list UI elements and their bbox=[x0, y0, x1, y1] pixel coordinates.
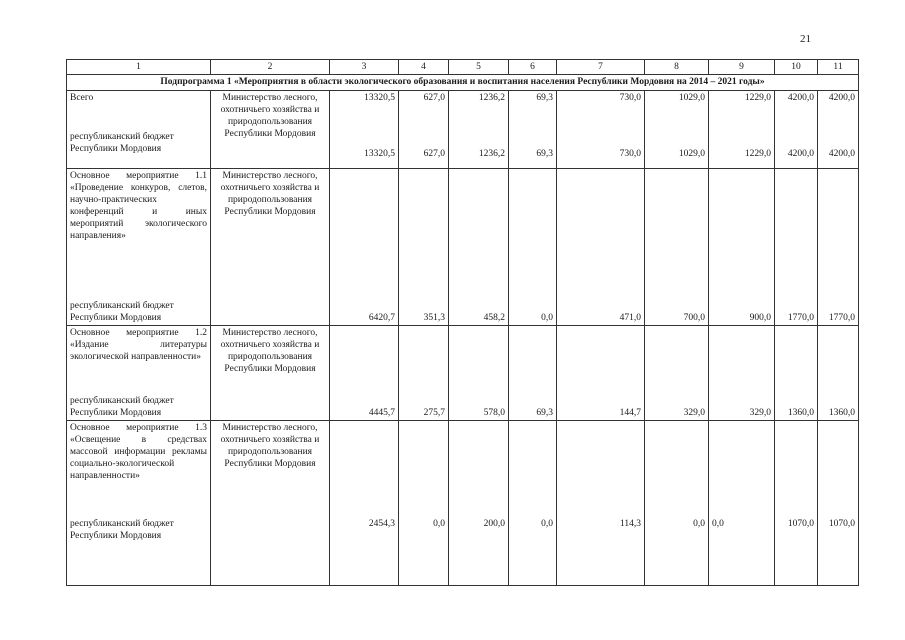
value-total: 69,3 bbox=[536, 93, 553, 103]
value-budget: 13320,5 bbox=[364, 149, 395, 159]
responsible-executor: Министерство лесного, охотничьего хозяйства и природопользования Республики Мордовия bbox=[211, 169, 330, 326]
table-row-measure-1-2 bbox=[67, 326, 859, 421]
row-budget-label: республиканский бюджет Республики Мордовия bbox=[70, 301, 174, 323]
table-row-measure-1-3 bbox=[67, 421, 859, 586]
value-cell bbox=[509, 326, 557, 421]
column-number: 7 bbox=[557, 60, 645, 75]
column-number: 1 bbox=[67, 60, 211, 75]
column-number: 9 bbox=[709, 60, 775, 75]
row-label: Основное мероприятие 1.1 «Проведение конкуров, слетов, научно-практических конференций и иных мероприятий экологического направления» bbox=[70, 171, 207, 241]
value-budget: 578,0 bbox=[483, 408, 505, 418]
row-label: Основное мероприятие 1.3 «Освещение в средствах массовой информации рекламы социально-экологической направленности» bbox=[70, 423, 207, 481]
value-budget: 69,3 bbox=[536, 408, 553, 418]
row-budget-label: республиканский бюджет Республики Мордовия bbox=[70, 396, 174, 418]
value-cell bbox=[399, 326, 449, 421]
value-budget: 4200,0 bbox=[828, 149, 855, 159]
responsible-executor: Министерство лесного, охотничьего хозяйства и природопользования Республики Мордовия bbox=[211, 91, 330, 169]
value-budget: 6420,7 bbox=[368, 313, 395, 323]
value-budget: 329,0 bbox=[683, 408, 705, 418]
value-cell bbox=[330, 169, 399, 326]
value-budget: 1770,0 bbox=[828, 313, 855, 323]
value-cell bbox=[399, 421, 449, 586]
value-cell bbox=[509, 421, 557, 586]
value-cell bbox=[709, 91, 775, 169]
value-budget: 627,0 bbox=[423, 149, 445, 159]
value-cell bbox=[775, 326, 818, 421]
row-budget-label: республиканский бюджет Республики Мордовия bbox=[70, 132, 174, 154]
value-budget: 200,0 bbox=[483, 519, 505, 529]
value-cell bbox=[775, 91, 818, 169]
value-budget: 351,3 bbox=[423, 313, 445, 323]
value-budget: 0,0 bbox=[693, 519, 705, 529]
table-row-measure-1-1 bbox=[67, 169, 859, 326]
row-label-cell bbox=[67, 326, 211, 421]
value-budget: 114,3 bbox=[619, 519, 641, 529]
value-total: 13320,5 bbox=[364, 93, 395, 103]
value-total: 730,0 bbox=[619, 93, 641, 103]
page-number: 21 bbox=[800, 33, 811, 45]
value-budget: 0,0 bbox=[541, 519, 553, 529]
column-number: 8 bbox=[645, 60, 709, 75]
value-total: 4200,0 bbox=[828, 93, 855, 103]
responsible-executor: Министерство лесного, охотничьего хозяйства и природопользования Республики Мордовия bbox=[211, 326, 330, 421]
value-cell bbox=[557, 169, 645, 326]
column-number: 2 bbox=[211, 60, 330, 75]
value-cell bbox=[818, 326, 859, 421]
value-budget: 329,0 bbox=[749, 408, 771, 418]
value-budget: 1029,0 bbox=[678, 149, 705, 159]
value-budget: 471,0 bbox=[619, 313, 641, 323]
value-budget: 700,0 bbox=[683, 313, 705, 323]
row-label: Всего bbox=[70, 93, 94, 103]
value-cell bbox=[645, 421, 709, 586]
value-budget: 1236,2 bbox=[478, 149, 505, 159]
responsible-executor: Министерство лесного, охотничьего хозяйства и природопользования Республики Мордовия bbox=[211, 421, 330, 586]
value-cell bbox=[449, 421, 509, 586]
value-cell bbox=[775, 169, 818, 326]
value-budget: 69,3 bbox=[536, 149, 553, 159]
value-budget: 1360,0 bbox=[787, 408, 814, 418]
value-budget: 2454,3 bbox=[368, 519, 395, 529]
value-budget: 1070,0 bbox=[828, 519, 855, 529]
value-budget: 4200,0 bbox=[787, 149, 814, 159]
column-number: 4 bbox=[399, 60, 449, 75]
value-budget: 1229,0 bbox=[744, 149, 771, 159]
value-cell bbox=[775, 421, 818, 586]
value-budget: 0,0 bbox=[433, 519, 445, 529]
table-row-total bbox=[67, 91, 859, 169]
value-total: 1236,2 bbox=[478, 93, 505, 103]
value-cell bbox=[818, 169, 859, 326]
value-cell bbox=[709, 169, 775, 326]
row-label-cell bbox=[67, 91, 211, 169]
funding-table bbox=[66, 59, 859, 586]
value-budget: 0,0 bbox=[541, 313, 553, 323]
value-budget: 144,7 bbox=[619, 408, 641, 418]
value-budget: 4445,7 bbox=[368, 408, 395, 418]
column-number: 11 bbox=[818, 60, 859, 75]
value-cell bbox=[818, 91, 859, 169]
value-cell bbox=[557, 91, 645, 169]
value-cell bbox=[645, 326, 709, 421]
value-total: 1029,0 bbox=[678, 93, 705, 103]
value-cell bbox=[399, 91, 449, 169]
row-label: Основное мероприятие 1.2 «Издание литературы экологической направленности» bbox=[70, 328, 207, 362]
value-cell bbox=[449, 91, 509, 169]
value-cell bbox=[330, 91, 399, 169]
value-cell bbox=[645, 91, 709, 169]
subprogram-title: Подпрограмма 1 «Мероприятия в области экологического образования и воспитания населения Республики Мордовия на 2014 – 2021 годы» bbox=[67, 75, 859, 91]
value-budget: 0,0 bbox=[712, 519, 724, 529]
value-cell bbox=[330, 421, 399, 586]
value-cell bbox=[449, 169, 509, 326]
value-cell bbox=[330, 326, 399, 421]
value-cell bbox=[399, 169, 449, 326]
value-budget: 900,0 bbox=[749, 313, 771, 323]
value-budget: 275,7 bbox=[423, 408, 445, 418]
value-budget: 1360,0 bbox=[828, 408, 855, 418]
value-cell bbox=[509, 91, 557, 169]
value-cell bbox=[449, 326, 509, 421]
column-number: 3 bbox=[330, 60, 399, 75]
value-cell bbox=[709, 326, 775, 421]
column-number: 10 bbox=[775, 60, 818, 75]
value-budget: 458,2 bbox=[483, 313, 505, 323]
value-total: 627,0 bbox=[423, 93, 445, 103]
value-cell bbox=[557, 326, 645, 421]
subprogram-header-row bbox=[67, 75, 859, 91]
column-number-row bbox=[67, 60, 859, 75]
column-number: 5 bbox=[449, 60, 509, 75]
row-label-cell bbox=[67, 421, 211, 586]
value-cell bbox=[709, 421, 775, 586]
value-total: 1229,0 bbox=[744, 93, 771, 103]
row-label-cell bbox=[67, 169, 211, 326]
value-cell bbox=[509, 169, 557, 326]
row-budget-label: республиканский бюджет Республики Мордовия bbox=[70, 519, 174, 541]
value-cell bbox=[818, 421, 859, 586]
value-budget: 1770,0 bbox=[787, 313, 814, 323]
value-cell bbox=[557, 421, 645, 586]
value-cell bbox=[645, 169, 709, 326]
value-total: 4200,0 bbox=[787, 93, 814, 103]
value-budget: 1070,0 bbox=[787, 519, 814, 529]
column-number: 6 bbox=[509, 60, 557, 75]
value-budget: 730,0 bbox=[619, 149, 641, 159]
